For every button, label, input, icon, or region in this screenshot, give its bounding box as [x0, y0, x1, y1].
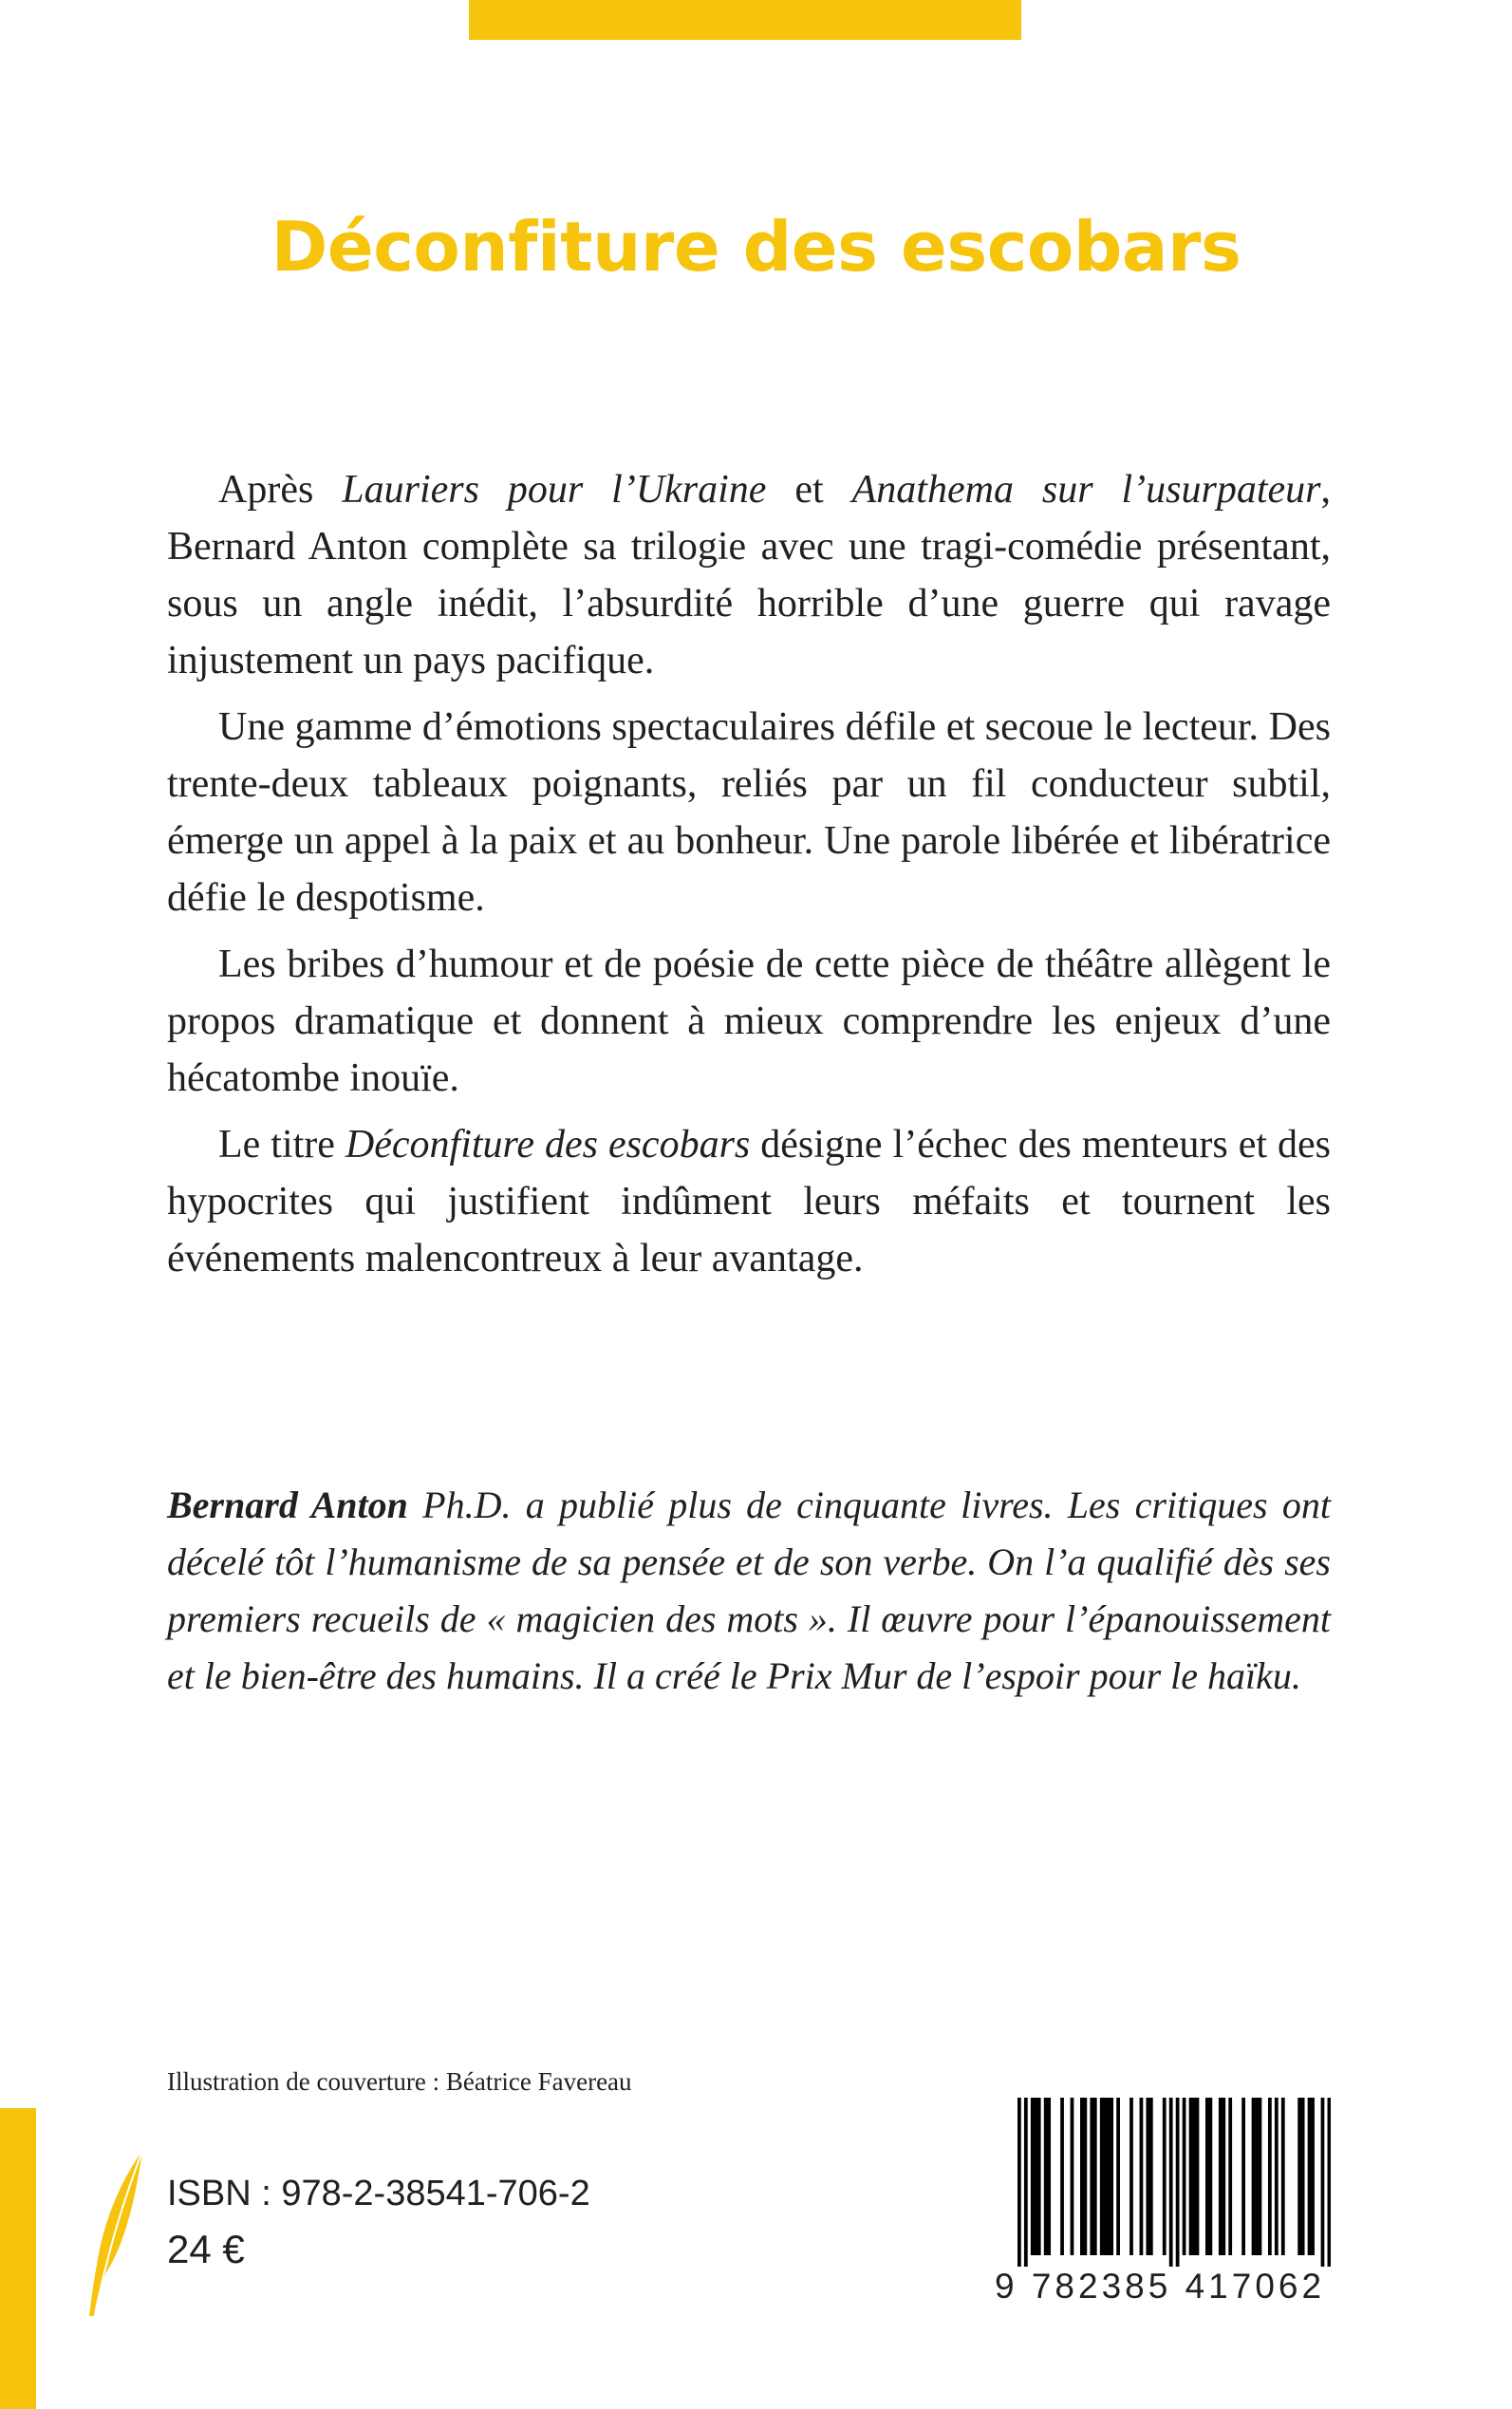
barcode-bar — [1060, 2098, 1064, 2255]
barcode-bar — [1219, 2098, 1223, 2255]
barcode-bars — [1017, 2098, 1331, 2267]
barcode-bar — [1047, 2098, 1051, 2255]
barcode-bar — [1241, 2098, 1245, 2255]
price: 24 € — [167, 2227, 245, 2271]
barcode-bar — [1093, 2098, 1097, 2255]
barcode-bar — [1149, 2098, 1153, 2255]
barcode — [995, 2098, 1331, 2318]
barcode-bar — [1281, 2098, 1285, 2255]
barcode-bar — [1189, 2098, 1193, 2255]
barcode-bar — [1107, 2098, 1111, 2255]
summary — [167, 461, 1331, 1297]
barcode-bar — [1037, 2098, 1041, 2255]
barcode-bar — [1208, 2098, 1212, 2255]
barcode-bar — [1129, 2098, 1133, 2255]
illustration-credit: Illustration de couverture : Béatrice Favereau — [167, 2067, 632, 2096]
text-run: , Bernard Anton complète sa trilogie avec une tragi-comédie présentant, sous un angle inédit, l’absurdité horrible d’une guerre qui ravage injustement un pays pacifique. — [167, 468, 1331, 682]
barcode-bar — [1176, 2098, 1180, 2267]
book-reference: Anathema sur l’usurpateur — [851, 468, 1321, 512]
book-reference: Déconfiture des escobars — [345, 1123, 751, 1167]
barcode-bar — [1192, 2098, 1196, 2255]
barcode-bar — [1328, 2098, 1331, 2267]
summary-paragraph: Une gamme d’émotions spectaculaires défile et secoue le lecteur. Des trente-deux tableaux poignants, reliés par un fil conducteur subtil, émerge un appel à la paix et au bonheur. Une parole libérée et libératrice défie le despotisme. — [167, 705, 1331, 920]
barcode-bar — [1071, 2098, 1074, 2255]
text-run: Le titre — [218, 1123, 345, 1167]
text-run: et — [766, 468, 852, 512]
barcode-bar — [1140, 2098, 1144, 2255]
barcode-bar — [1100, 2098, 1104, 2255]
summary-paragraph — [167, 1116, 1331, 1287]
barcode-bar — [1222, 2098, 1225, 2255]
barcode-bar — [1146, 2098, 1149, 2255]
summary-paragraph — [167, 461, 1331, 689]
barcode-bar — [1301, 2098, 1305, 2255]
barcode-bar — [1083, 2098, 1087, 2255]
summary-paragraph: Les bribes d’humour et de poésie de cette pièce de théâtre allègent le propos dramatique et donnent à mieux comprendre les enjeux d’une hécatombe inouïe. — [167, 943, 1331, 1100]
barcode-bar — [1297, 2098, 1301, 2255]
barcode-bar — [1110, 2098, 1113, 2255]
barcode-bar — [1024, 2098, 1028, 2267]
barcode-bar — [1311, 2098, 1315, 2255]
barcode-bar — [1255, 2098, 1259, 2255]
barcode-bar — [1169, 2098, 1173, 2267]
barcode-bar — [1017, 2098, 1021, 2267]
barcode-bar — [1196, 2098, 1200, 2255]
author-bio — [167, 1477, 1331, 1705]
author-name: Bernard Anton — [167, 1484, 408, 1526]
barcode-bar — [1034, 2098, 1037, 2255]
barcode-bar — [1103, 2098, 1107, 2255]
barcode-bar — [1252, 2098, 1256, 2255]
barcode-bar — [1163, 2098, 1167, 2255]
barcode-bar — [1268, 2098, 1272, 2255]
text-run: Après — [218, 468, 343, 512]
barcode-bar — [1308, 2098, 1312, 2255]
barcode-bar — [1321, 2098, 1325, 2267]
barcode-bar — [1090, 2098, 1093, 2255]
book-reference: Lauriers pour l’Ukraine — [342, 468, 767, 512]
barcode-bar — [1183, 2098, 1186, 2255]
isbn: ISBN : 978-2-38541-706-2 — [167, 2174, 590, 2213]
side-accent-bar — [0, 2108, 36, 2409]
barcode-bar — [1116, 2098, 1120, 2255]
barcode-bar — [1228, 2098, 1232, 2255]
text-run: désigne l’échec des menteurs et des hypocrites qui justifient indûment leurs méfaits et tournent les événements malencontreux à leur avantage. — [167, 1123, 1331, 1280]
barcode-bar — [1275, 2098, 1279, 2255]
barcode-bar — [1080, 2098, 1084, 2255]
barcode-bar — [1044, 2098, 1048, 2255]
barcode-number: 9 782385 417062 — [995, 2267, 1326, 2306]
top-accent-bar — [469, 0, 1021, 40]
barcode-bar — [1259, 2098, 1262, 2255]
book-title: Déconfiture des escobars — [271, 207, 1241, 287]
barcode-bar — [1031, 2098, 1035, 2255]
bio-text: Ph.D. a publié plus de cinquante livres. Les critiques ont décelé tôt l’humanisme de sa pensée et de son verbe. On l’a qualifié dès ses premiers recueils de « magicien des mots ». Il œuvre pour l’épanouissement et le bien-être des humains. Il a créé le Prix Mur de l’espoir pour le haïku. — [167, 1484, 1331, 1697]
quill-icon — [85, 2147, 152, 2318]
barcode-bar — [1205, 2098, 1209, 2255]
